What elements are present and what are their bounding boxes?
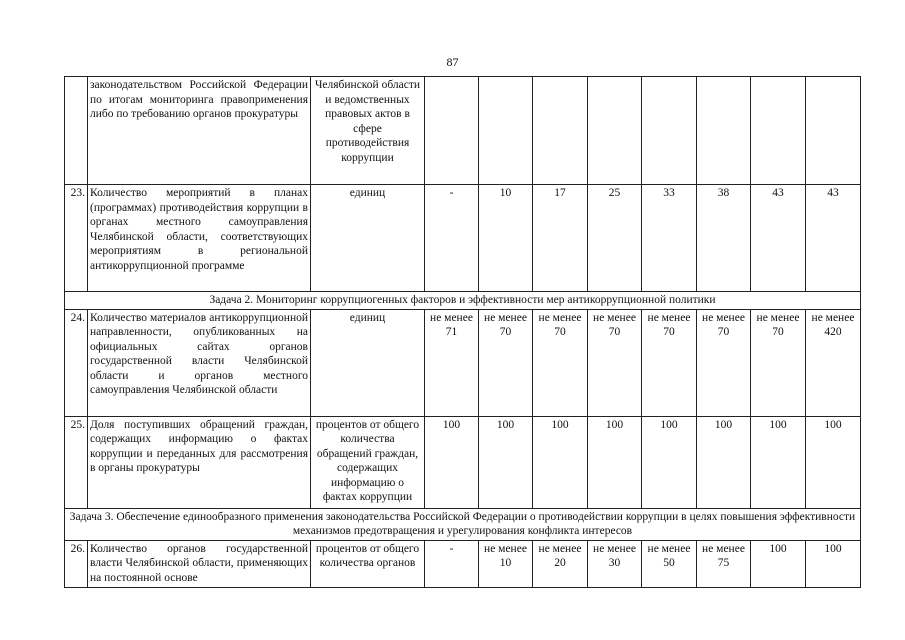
value-cell <box>642 77 697 185</box>
value-number: 100 <box>769 542 787 555</box>
row-number: 23. <box>65 185 88 292</box>
value-cell: 100 <box>479 416 533 508</box>
indicator-description: Количество материалов антикоррупционной направленности, опубликованных на официальных сайтах органов государственной власти Челябинской области и органов местного самоуправления Челябинской области <box>88 309 311 416</box>
value-prefix: не менее <box>702 311 745 324</box>
value-number: 20 <box>554 556 566 569</box>
unit-cell: единиц <box>311 185 425 292</box>
value-cell: 43 <box>751 185 806 292</box>
table-row <box>65 540 861 587</box>
section-row <box>65 292 861 310</box>
value-cell: 100 <box>806 416 861 508</box>
value-cell <box>751 540 806 587</box>
value-number: 70 <box>772 325 784 338</box>
table-row <box>65 185 861 292</box>
value-prefix: не менее <box>538 311 582 324</box>
value-cell <box>697 540 751 587</box>
value-cell: 100 <box>533 416 588 508</box>
value-prefix: не менее <box>538 542 582 555</box>
value-cell: 33 <box>642 185 697 292</box>
row-number: 25. <box>65 416 88 508</box>
table-row <box>65 77 861 185</box>
value-prefix: не менее <box>430 311 473 324</box>
value-cell <box>425 540 479 587</box>
section-row <box>65 508 861 540</box>
value-cell <box>479 77 533 185</box>
table-row <box>65 416 861 508</box>
value-prefix: не менее <box>647 311 691 324</box>
value-prefix: не менее <box>484 542 527 555</box>
value-number: 75 <box>717 556 730 569</box>
value-cell <box>425 309 479 416</box>
value-number: 100 <box>824 542 842 555</box>
value-cell <box>588 309 642 416</box>
value-prefix: не менее <box>593 542 636 555</box>
value-number: 70 <box>554 325 566 338</box>
value-cell <box>642 309 697 416</box>
row-number <box>65 77 88 185</box>
value-number: 50 <box>663 556 675 569</box>
value-prefix: не менее <box>702 542 745 555</box>
unit-cell: Челябинской области и ведомственных правовых актов в сфере противодействия коррупции <box>311 77 425 185</box>
value-cell: 100 <box>642 416 697 508</box>
value-cell: 17 <box>533 185 588 292</box>
value-cell: 100 <box>425 416 479 508</box>
value-cell <box>697 309 751 416</box>
value-number: 30 <box>608 556 621 569</box>
value-cell <box>642 540 697 587</box>
value-number: - <box>449 542 454 555</box>
value-cell <box>751 309 806 416</box>
task-heading: Задача 2. Мониторинг коррупциогенных факторов и эффективности мер антикоррупционной политики <box>65 292 861 310</box>
value-cell <box>479 540 533 587</box>
value-cell <box>479 309 533 416</box>
value-cell: 100 <box>751 416 806 508</box>
row-number: 24. <box>65 309 88 416</box>
indicator-description: Доля поступивших обращений граждан, содержащих информацию о фактах коррупции и переданных для рассмотрения в органы прокуратуры <box>88 416 311 508</box>
value-prefix: не менее <box>647 542 691 555</box>
value-cell <box>751 77 806 185</box>
page-number: 87 <box>446 55 459 69</box>
table-row <box>65 309 861 416</box>
unit-cell: единиц <box>311 309 425 416</box>
value-cell <box>588 77 642 185</box>
value-prefix: не менее <box>756 311 800 324</box>
indicator-description: Количество органов государственной власти Челябинской области, применяющих на постоянной основе <box>88 540 311 587</box>
value-prefix: не менее <box>484 311 527 324</box>
indicators-table <box>64 76 861 588</box>
value-cell <box>806 540 861 587</box>
task-heading: Задача 3. Обеспечение единообразного применения законодательства Российской Федерации о противодействии коррупции в целях повышения эффективности механизмов предотвращения и урегулирования конфликта интересов <box>65 508 861 540</box>
unit-cell: процентов от общего количества обращений граждан, содержащих информацию о фактах коррупции <box>311 416 425 508</box>
value-number: 70 <box>663 325 675 338</box>
value-number: 70 <box>608 325 621 338</box>
value-cell <box>533 540 588 587</box>
indicator-description: Количество мероприятий в планах (программах) противодействия коррупции в органах местного самоуправления Челябинской области, соответствующих мероприятиям в региональной антикоррупционной программе <box>88 185 311 292</box>
value-prefix: не менее <box>593 311 636 324</box>
value-cell <box>588 540 642 587</box>
value-cell: - <box>425 185 479 292</box>
value-cell: 38 <box>697 185 751 292</box>
value-cell: 25 <box>588 185 642 292</box>
value-number: 71 <box>445 325 458 338</box>
unit-cell: процентов от общего количества органов <box>311 540 425 587</box>
value-cell: 10 <box>479 185 533 292</box>
value-number: 10 <box>499 556 512 569</box>
value-cell: 100 <box>588 416 642 508</box>
value-cell <box>806 309 861 416</box>
value-cell: 43 <box>806 185 861 292</box>
value-cell: 100 <box>697 416 751 508</box>
row-number: 26. <box>65 540 88 587</box>
value-number: 70 <box>499 325 512 338</box>
indicator-description: законодательством Российской Федерации по итогам мониторинга правоприменения либо по требованию органов прокуратуры <box>88 77 311 185</box>
value-cell <box>533 309 588 416</box>
value-cell <box>425 77 479 185</box>
value-number: 420 <box>824 325 842 338</box>
value-cell <box>697 77 751 185</box>
value-cell <box>533 77 588 185</box>
value-cell <box>806 77 861 185</box>
value-prefix: не менее <box>811 311 855 324</box>
value-number: 70 <box>717 325 730 338</box>
